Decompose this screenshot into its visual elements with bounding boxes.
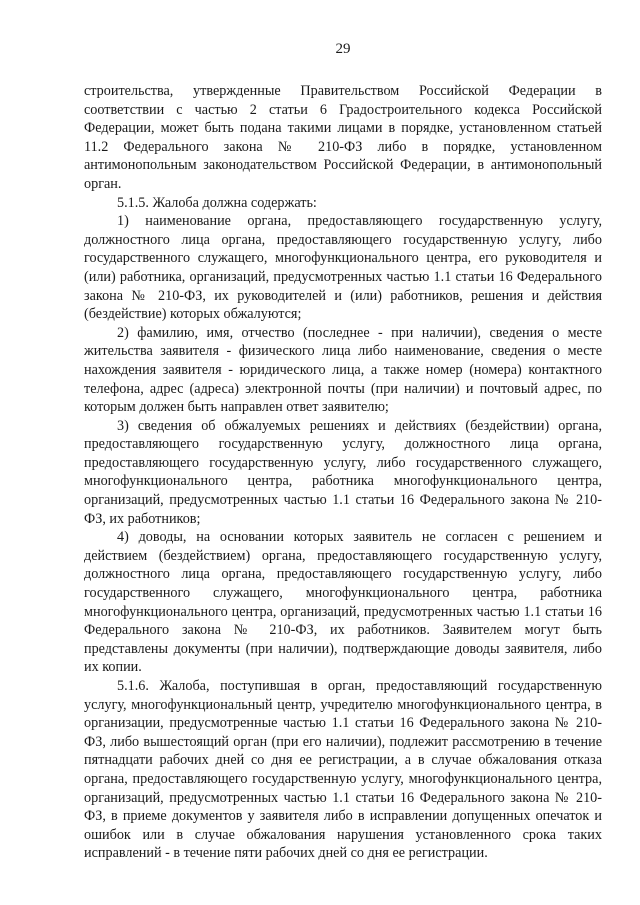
paragraph-item-3: 3) сведения об обжалуемых решениях и действиях (бездействии) органа, предоставляющего государственную услугу, должностного лица органа, предоставляющего государственную услугу, либо государственного служащего, многофункционального центра, работника многофункционального центра, организаций, предусмотренных частью 1.1 статьи 16 Федерального закона № 210-ФЗ, их работников; <box>84 417 602 527</box>
paragraph-5-1-5-heading: 5.1.5. Жалоба должна содержать: <box>117 194 317 211</box>
paragraph-item-1: 1) наименование органа, предоставляющего государственную услугу, должностного лица органа, предоставляющего государственную услугу, либо государственного служащего, многофункционального центра, его руководителя и (или) работника, организаций, предусмотренных частью 1.1 статьи 16 Федерального закона № 210-ФЗ, их руководителей и (или) работников, решения и действия (бездействие) которых обжалуются; <box>84 213 602 323</box>
document-body <box>84 82 602 863</box>
paragraph-item-2: 2) фамилию, имя, отчество (последнее - при наличии), сведения о месте жительства заявителя - физического лица либо наименование, сведения о месте нахождения заявителя - юридического лица, а также номер (номера) контактного телефона, адрес (адреса) электронной почты (при наличии) и почтовый адрес, по которым должен быть направлен ответ заявителю; <box>84 324 602 416</box>
paragraph-continuation: строительства, утвержденные Правительством Российской Федерации в соответствии с частью 2 статьи 6 Градостроительного кодекса Российской Федерации, может быть подана такими лицами в порядке, установленном статьей 11.2 Федерального закона № 210-ФЗ либо в порядке, установленном антимонопольным законодательством Российской Федерации, в антимонопольный орган. <box>84 83 602 192</box>
page-number: 29 <box>335 41 351 57</box>
paragraph-item-4: 4) доводы, на основании которых заявитель не согласен с решением и действием (бездействием) органа, предоставляющего государственную услугу, должностного лица органа, предоставляющего государственную услугу, либо государственного служащего, многофункционального центра, работника многофункционального центра, организаций, предусмотренных частью 1.1 статьи 16 Федерального закона № 210-ФЗ, их работников. Заявителем могут быть представлены документы (при наличии), подтверждающие доводы заявителя, либо их копии. <box>84 529 602 676</box>
paragraph-5-1-6: 5.1.6. Жалоба, поступившая в орган, предоставляющий государственную услугу, многофункциональный центр, учредителю многофункционального центра, в организации, предусмотренные частью 1.1 статьи 16 Федерального закона № 210-ФЗ, либо вышестоящий орган (при его наличии), подлежит рассмотрению в течение пятнадцати рабочих дней со дня ее регистрации, а в случае обжалования отказа органа, предоставляющего государственную услугу, многофункционального центра, организаций, предусмотренных частью 1.1 статьи 16 Федерального закона № 210-ФЗ, в приеме документов у заявителя либо в исправлении допущенных опечаток и ошибок или в случае обжалования нарушения установленного срока таких исправлений - в течение пяти рабочих дней со дня ее регистрации. <box>84 678 602 862</box>
